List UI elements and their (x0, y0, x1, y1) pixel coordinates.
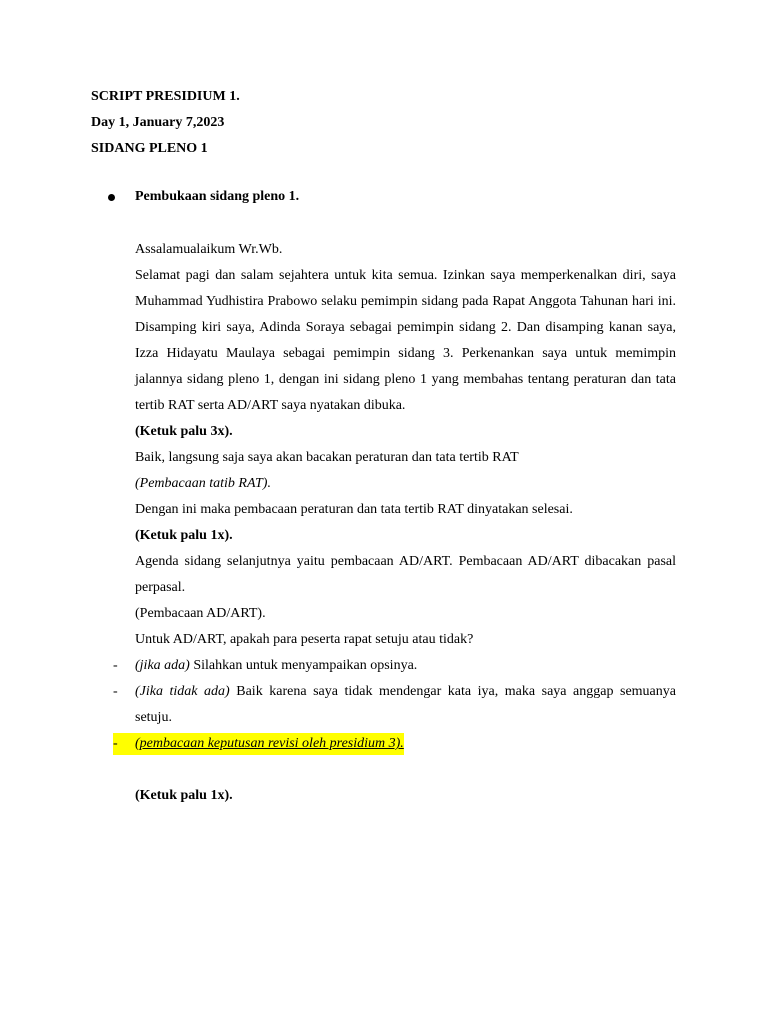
dash-marker: - (113, 736, 118, 751)
item-text: Baik karena saya tidak mendengar kata iya, maka saya anggap semuanya setuju. (135, 684, 676, 725)
document-body (113, 237, 676, 809)
script-title: SCRIPT PRESIDIUM 1. (91, 89, 240, 104)
session-title: SIDANG PLENO 1 (91, 141, 208, 156)
item-condition: (Jika tidak ada) (135, 684, 230, 699)
list-item (113, 679, 676, 731)
gavel-1x-note-a: (Ketuk palu 1x). (135, 528, 233, 543)
dash-marker: - (113, 658, 118, 673)
document-header (91, 84, 240, 162)
day-date: Day 1, January 7,2023 (91, 115, 225, 130)
section-bullet (108, 185, 299, 209)
rules-reading-closed: Dengan ini maka pembacaan peraturan dan tata tertib RAT dinyatakan selesai. (135, 502, 573, 517)
rules-reading-note: (Pembacaan tatib RAT). (135, 476, 271, 491)
highlight-row (113, 731, 676, 757)
rules-reading-intro: Baik, langsung saja saya akan bacakan peraturan dan tata tertib RAT (135, 450, 519, 465)
list-item (113, 653, 676, 679)
gavel-1x-note-b: (Ketuk palu 1x). (135, 788, 233, 803)
highlighted-note (113, 733, 404, 755)
item-condition: (jika ada) (135, 658, 190, 673)
spacer (135, 757, 676, 783)
gavel-3x-note: (Ketuk palu 3x). (135, 424, 233, 439)
bullet-icon (108, 194, 115, 201)
dash-marker: - (113, 684, 118, 699)
agenda-paragraph: Agenda sidang selanjutnya yaitu pembacaan AD/ART. Pembacaan AD/ART dibacakan pasal perpasal. (135, 554, 676, 595)
intro-paragraph: Selamat pagi dan salam sejahtera untuk kita semua. Izinkan saya memperkenalkan diri, saya Muhammad Yudhistira Prabowo selaku pemimpin sidang pada Rapat Anggota Tahunan hari ini. Disamping kiri saya, Adinda Soraya sebagai pemimpin sidang 2. Dan disamping kanan saya, Izza Hidayatu Maulaya sebagai pemimpin sidang 3. Perkenankan saya untuk memimpin jalannya sidang pleno 1, dengan ini sidang pleno 1 yang membahas tentang peraturan dan tata tertib RAT serta AD/ART saya nyatakan dibuka. (135, 268, 676, 413)
section-title: Pembukaan sidang pleno 1. (135, 189, 300, 204)
item-text: Silahkan untuk menyampaikan opsinya. (189, 658, 418, 673)
greeting-text: Assalamualaikum Wr.Wb. (135, 242, 283, 257)
highlighted-note-text: (pembacaan keputusan revisi oleh presidium 3). (135, 736, 404, 751)
adart-question: Untuk AD/ART, apakah para peserta rapat setuju atau tidak? (135, 632, 474, 647)
adart-reading-note: (Pembacaan AD/ART). (135, 606, 266, 621)
